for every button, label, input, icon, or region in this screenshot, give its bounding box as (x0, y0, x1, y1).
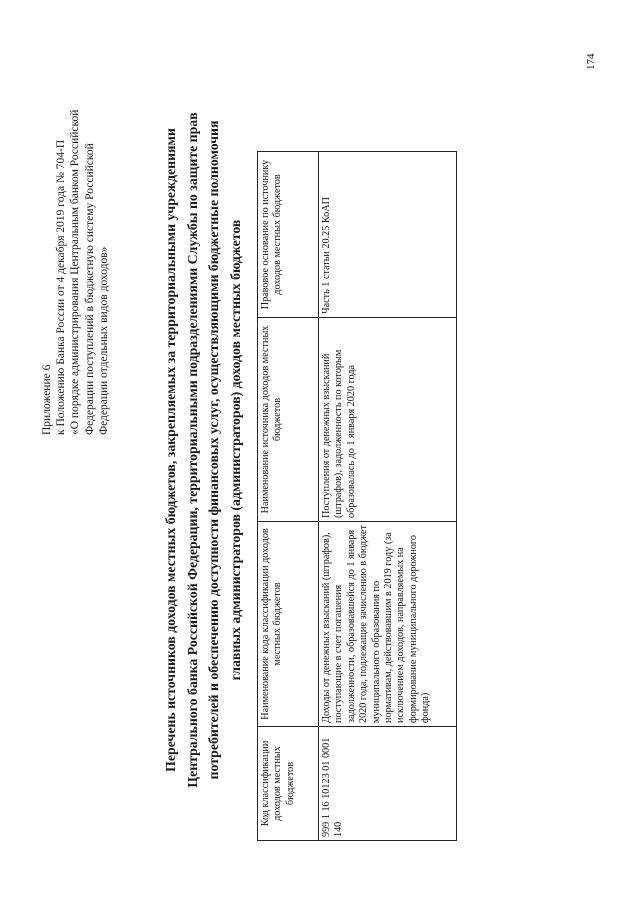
appendix-line: к Положению Банка России от 4 декабря 2019 года № 704-П (55, 139, 68, 435)
header-code: Код классификации доходов местных бюджетов (258, 727, 319, 841)
appendix-line: Федерации отдельных видов доходов» (97, 246, 110, 435)
table-header-row (258, 152, 319, 841)
appendix-note (40, 105, 111, 435)
cell-source-name: Поступления от денежных взысканий (штрафов), задолженность по которым образовалась до 1 января 2020 года (319, 318, 457, 522)
table-row (319, 152, 457, 841)
cell-code: 999 1 16 10123 01 0001 140 (319, 727, 457, 841)
cell-code-name: Доходы от денежных взысканий (штрафов), поступающие в счет погашения задолженности, образовавшейся до 1 января 2020 года, подлежащие зачислению в бюджет муниципального образования по нормативам, действовавшим в 2019 году (за исключением доходов, направляемых на формирование муниципального дорожного фонда) (319, 522, 457, 727)
appendix-line: «О порядке администрирования Центральным банком Российской (69, 109, 82, 435)
income-sources-table (257, 151, 457, 841)
document-title (160, 65, 246, 835)
title-line: Центрального банка Российской Федерации, территориальными подразделениями Службы по защите прав (184, 112, 200, 788)
appendix-line: Федерации поступлений в бюджетную систему Российской (83, 143, 96, 435)
cell-legal-basis: Часть 1 статьи 20.25 КоАП (319, 152, 457, 318)
header-legal-basis: Правовое основание по источнику доходов местных бюджетов (258, 152, 319, 318)
title-line: потребителей и обеспечению доступности финансовых услуг, осуществляющими бюджетные полномочия (206, 120, 221, 780)
title-line: главных администраторов (администраторов) доходов местных бюджетов (227, 219, 243, 681)
page-number: 174 (585, 53, 597, 70)
title-line: Перечень источников доходов местных бюджетов, закрепляемых за территориальными учреждениями (163, 128, 178, 772)
appendix-line: Приложение 6 (41, 364, 53, 435)
header-code-name: Наименование кода классификации доходов местных бюджетов (258, 522, 319, 727)
header-source-name: Наименование источника доходов местных бюджетов (258, 318, 319, 522)
